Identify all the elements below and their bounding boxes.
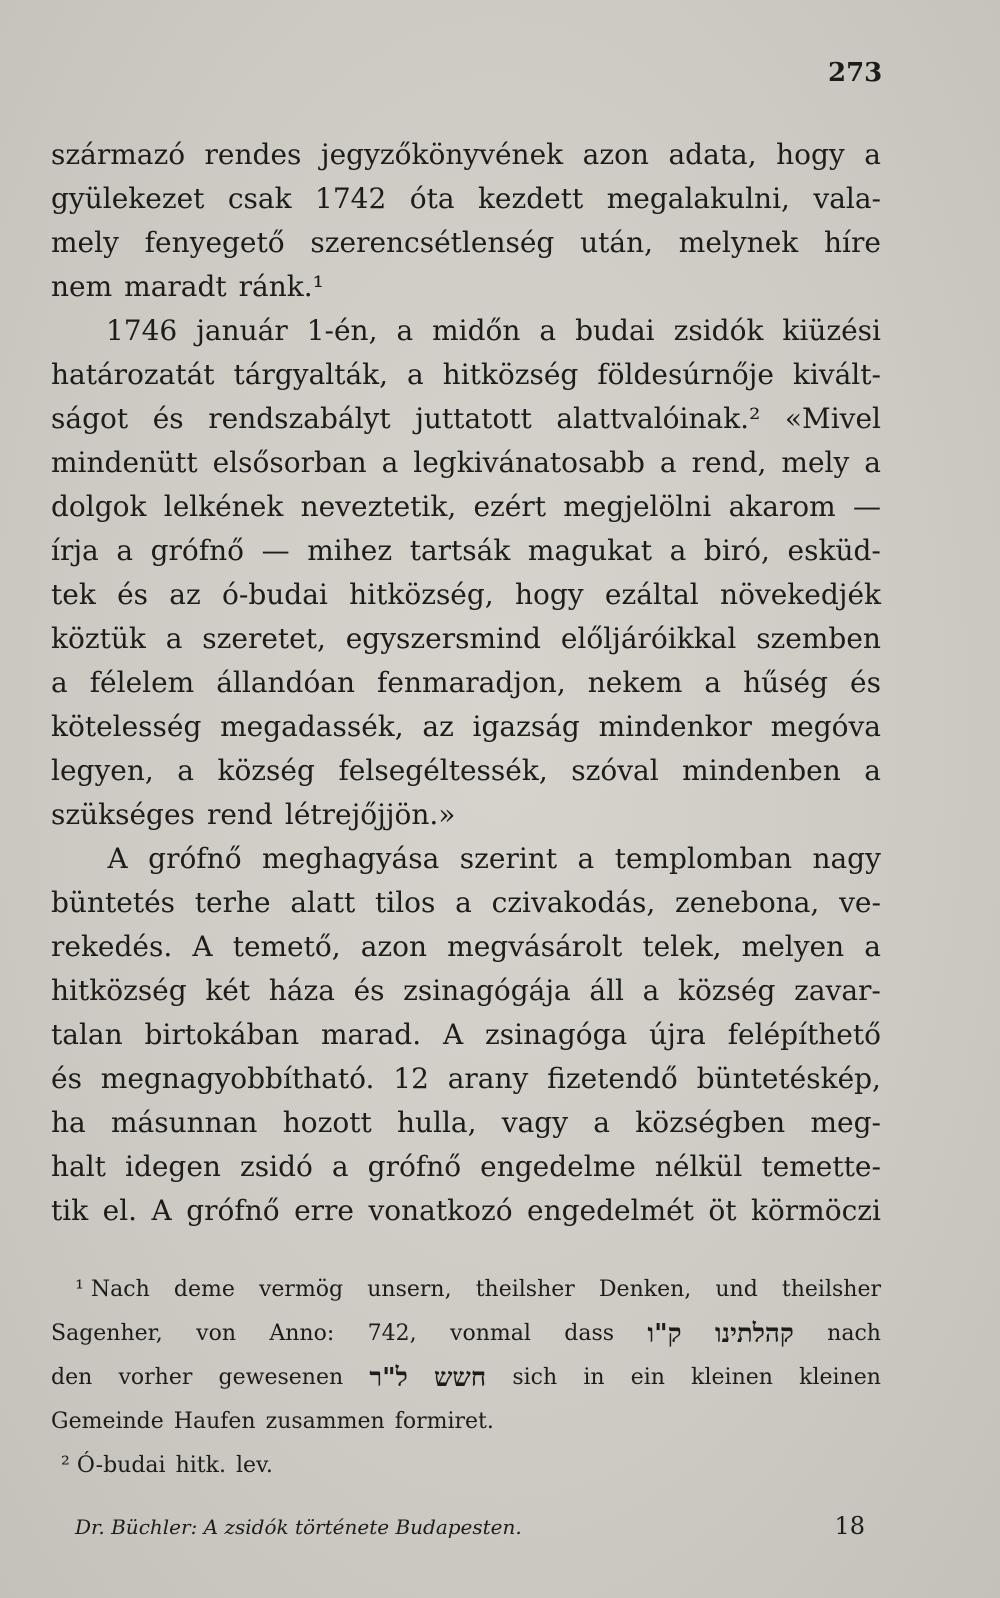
footnote-word: Sagenher, [51,1321,163,1346]
body-word: hitközség [442,358,579,391]
body-word: — [261,534,290,567]
body-word: kivált- [792,358,881,391]
body-word: az [169,578,201,611]
body-line [51,133,881,177]
body-word: nekem [587,666,683,699]
body-line [51,969,881,1013]
body-word: a [864,754,881,787]
body-word: ránk.¹ [238,270,324,303]
body-word: ságot [51,402,129,435]
paragraph-indent [51,309,87,353]
body-word: kezdett [477,182,584,215]
body-word: grófnő [148,842,242,875]
body-word: ó-budai [222,578,328,611]
footnote-word: Haufen [173,1409,256,1434]
body-text [51,133,881,1233]
body-word: hogy [514,578,584,611]
footnote-word: formiret. [394,1409,494,1434]
body-word: rekedés. [51,930,173,963]
body-word: A [107,842,128,875]
body-word: vonatkozó [368,1194,513,1227]
body-word: a [669,534,687,567]
body-word: tárgyalták, [233,358,389,391]
body-word: a [407,358,424,391]
body-word: hozott [282,1106,372,1139]
body-word: vagy [501,1106,569,1139]
body-word: telek, [642,930,722,963]
footnote-word: ל"ר [369,1363,408,1393]
body-word: juttatott [415,402,532,435]
body-word: mihez [307,534,393,567]
body-word: megnagyobbítható. [100,1062,375,1095]
body-word: rend, [691,446,767,479]
body-word: 12 [393,1062,429,1095]
body-word: zsidó [240,1150,313,1183]
body-word: talan [51,1018,123,1051]
body-word: idegen [124,1150,221,1183]
body-word: egyszersmind [345,622,541,655]
footnote-word: und [715,1277,758,1302]
body-word: az [422,710,454,743]
body-word: szóval [571,754,659,787]
body-word: arany [447,1062,529,1095]
body-word: előljáróikkal [560,622,737,655]
body-word: maradt [124,270,227,303]
body-word: szerint [459,842,558,875]
body-word: «Mivel [784,402,881,435]
body-word: határozatát [51,358,215,391]
page-number: 273 [828,58,883,88]
body-line [51,485,881,529]
body-word: mindenkor [598,710,752,743]
body-word: templomban [614,842,792,875]
body-word: óta [409,182,455,215]
body-word: magukat [527,534,653,567]
body-word: temette- [761,1150,881,1183]
body-word: állandóan [216,666,356,699]
body-word: neveztetik, [300,490,457,523]
body-word: grófnő [150,534,245,567]
footnote-word: Denken, [598,1277,692,1302]
body-word: czivakodás, [491,886,656,919]
footnote-word: den [51,1365,93,1390]
body-word: legyen, [51,754,154,787]
body-word: a [642,974,660,1007]
body-word: A [151,1194,172,1227]
body-line [51,221,881,265]
footnote-word: kleinen [799,1365,881,1390]
body-word: a [539,314,557,347]
body-word: megvásárolt [447,930,623,963]
body-word: felépíthető [727,1018,881,1051]
paragraph-indent [51,837,87,881]
footnotes [51,1268,881,1488]
body-word: igazság [472,710,580,743]
footnote-word: חשש [433,1363,487,1393]
footnote-word: קהלתינו [714,1319,794,1349]
footnote-word: in [583,1365,605,1390]
footnote-word: 742, [367,1321,417,1346]
body-word: mindenben [682,754,841,787]
body-word: mely [51,226,119,259]
body-word: hitközség [51,974,187,1007]
footnote-line [51,1444,881,1488]
body-word: zsinagógája [403,974,571,1007]
footnote-word: hitk. [175,1453,226,1478]
footnote-word: vorher [118,1365,193,1390]
body-word: fenmaradjon, [377,666,566,699]
body-word: szemben [756,622,881,655]
body-word: mindenütt [51,446,198,479]
body-word: a [593,1106,610,1139]
footnote-line [51,1312,881,1356]
body-word: megjelölni [563,490,712,523]
body-word: ha [51,1106,86,1139]
footnote-word: lev. [235,1453,273,1478]
body-word: zavar- [794,974,881,1007]
body-word: legkivánatosabb [413,446,645,479]
body-word: és [117,578,149,611]
body-line [51,837,881,881]
footnote-word: von [196,1321,236,1346]
body-line [51,617,881,661]
body-word: köztük [51,622,146,655]
body-line [51,1057,881,1101]
body-line [51,1145,881,1189]
footnote-line [51,1400,881,1444]
body-word: lelkének [163,490,284,523]
body-word: hogy [776,138,845,171]
body-word: híre [824,226,881,259]
footnote-word: ק"ו [647,1319,682,1349]
body-word: szeretet, [202,622,326,655]
footnote-line [51,1356,881,1400]
body-word: csak [227,182,292,215]
body-word: nélkül [654,1150,743,1183]
body-word: terhe [194,886,271,919]
body-word: megadassék, [220,710,404,743]
body-word: a [577,842,595,875]
body-word: engedelme [480,1150,636,1183]
footnote-word: ¹ Nach [75,1277,150,1302]
body-word: kiüzési [782,314,881,347]
body-word: adata, [668,138,757,171]
body-word: 1746 [105,314,178,347]
body-word: január [196,314,288,347]
body-word: létrejőjjön.» [284,798,456,831]
body-word: A [442,1018,464,1051]
footnote-word: ² Ó-budai [61,1453,166,1478]
body-word: akarom [728,490,836,523]
body-word: nem [51,270,113,303]
body-line [51,1013,881,1057]
footnote-word: nach [827,1321,881,1346]
footnote-word: ein [630,1365,665,1390]
body-word: a [51,666,68,699]
body-word: földesúrnője [597,358,774,391]
body-line [51,573,881,617]
body-word: tik [51,1194,89,1227]
body-line [51,705,881,749]
body-word: származó [51,138,186,171]
body-word: A [192,930,213,963]
body-word: község [677,974,776,1007]
body-word: ezáltal [604,578,699,611]
body-line [51,881,881,925]
body-word: azon [360,930,428,963]
body-word: háza [268,974,335,1007]
body-word: a [331,1150,349,1183]
body-word: el. [102,1194,138,1227]
body-word: rend [206,798,273,831]
body-word: községben [635,1106,786,1139]
body-word: tartsák [409,534,511,567]
body-word: öt [708,1194,737,1227]
body-word: szükséges [51,798,195,831]
body-word: alattvalóinak.² [556,402,761,435]
footnote-word: deme [173,1277,235,1302]
body-word: grófnő [367,1150,462,1183]
body-word: után, [580,226,654,259]
footnote-word: Anno: [269,1321,335,1346]
body-word: birtokában [144,1018,300,1051]
body-line [51,749,881,793]
body-word: büntetés [51,886,176,919]
body-word: és [152,402,184,435]
body-line [51,265,881,309]
body-word: erre [294,1194,355,1227]
body-line [51,1189,881,1233]
body-line [51,397,881,441]
body-line [51,793,881,837]
footnote-word: theilsher [781,1277,881,1302]
body-word: a [864,446,881,479]
footnote-word: dass [564,1321,615,1346]
body-word: büntetéskép, [696,1062,881,1095]
body-word: a [177,754,194,787]
body-word: elsősorban [212,446,367,479]
body-word: a [381,446,399,479]
body-word: zenebona, [675,886,820,919]
body-word: azon [582,138,649,171]
body-word: gyülekezet [51,182,205,215]
body-word: a [864,138,881,171]
footnote-word: theilsher [475,1277,575,1302]
body-word: marad. [320,1018,422,1051]
body-word: felsegéltessék, [338,754,548,787]
body-word: a [455,886,472,919]
body-line [51,925,881,969]
body-word: hitközség, [349,578,494,611]
body-word: kötelesség [51,710,202,743]
body-word: község [217,754,315,787]
body-line [51,309,881,353]
body-word: a [396,314,414,347]
body-word: esküd- [787,534,881,567]
body-word: mely [781,446,850,479]
body-word: zsinagóga [485,1018,628,1051]
body-word: tilos [374,886,436,919]
footnote-word: kleinen [691,1365,773,1390]
body-word: írja [51,534,99,567]
body-word: rendszabályt [208,402,391,435]
body-word: budai [575,314,655,347]
footnote-word: zusammen [265,1409,385,1434]
body-word: melynek [678,226,799,259]
body-word: grófnő [186,1194,280,1227]
body-word: vala- [813,182,881,215]
body-word: a [165,622,183,655]
body-word: biró, [703,534,770,567]
body-word: ve- [839,886,881,919]
footnote-line [51,1268,881,1312]
body-word: a [864,930,881,963]
body-word: másunnan [110,1106,258,1139]
body-word: a [704,666,722,699]
body-word: dolgok [51,490,147,523]
body-word: alatt [290,886,356,919]
body-word: és [850,666,881,699]
footnote-word: unsern, [367,1277,452,1302]
signature-mark: 18 [834,1512,865,1540]
body-word: két [205,974,251,1007]
body-word: tek [51,578,96,611]
footnote-word: vermög [258,1277,344,1302]
page-footer [75,1512,865,1540]
body-line [51,353,881,397]
body-word: midőn [432,314,521,347]
footnote-word: sich [512,1365,558,1390]
body-word: félelem [89,666,195,699]
body-word: a [116,534,134,567]
footnote-word: Gemeinde [51,1409,164,1434]
body-word: újra [649,1018,706,1051]
body-word: szerencsétlenség [310,226,555,259]
body-word: a [659,446,677,479]
body-word: áll [589,974,624,1007]
body-word: rendes [204,138,302,171]
book-reference: Dr. Büchler: A zsidók története Budapesten. [75,1515,522,1539]
body-line [51,1101,881,1145]
body-word: fenyegető [144,226,285,259]
body-word: 1742 [315,182,387,215]
body-word: temető, [232,930,341,963]
body-word: 1-én, [306,314,378,347]
body-word: hűség [743,666,829,699]
body-word: hulla, [396,1106,477,1139]
body-word: — [852,490,881,523]
body-word: fizetendő [547,1062,678,1095]
body-word: jegyzőkönyvének [320,138,564,171]
body-word: megóva [770,710,881,743]
body-line [51,177,881,221]
body-word: zsidók [673,314,764,347]
body-word: nagy [812,842,881,875]
body-word: halt [51,1150,106,1183]
body-word: és [353,974,385,1007]
footnote-word: gewesenen [218,1365,344,1390]
body-word: növekedjék [720,578,881,611]
body-word: meg- [810,1106,881,1139]
body-line [51,441,881,485]
body-word: melyen [741,930,845,963]
body-word: ezért [473,490,546,523]
body-word: engedelmét [527,1194,694,1227]
body-word: meghagyása [262,842,440,875]
body-word: körmöczi [750,1194,881,1227]
body-line [51,529,881,573]
body-word: és [51,1062,82,1095]
footnote-word: vonmal [450,1321,531,1346]
body-line [51,661,881,705]
body-word: megalakulni, [606,182,790,215]
